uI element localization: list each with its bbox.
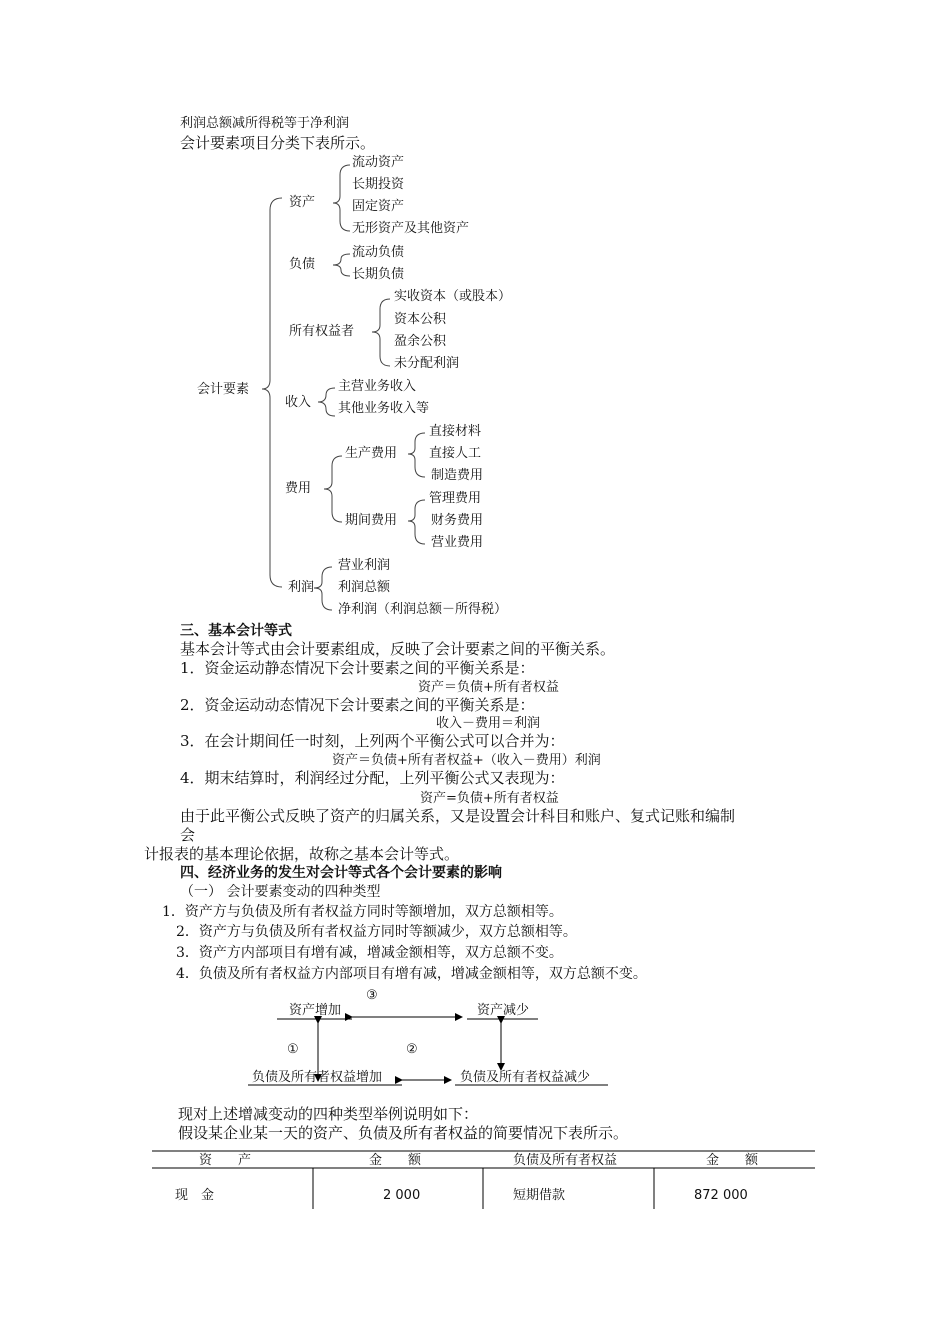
table-cell: 872 000 xyxy=(694,1188,748,1203)
tree-asset-item: 固定资产 xyxy=(352,199,405,214)
section-4-heading: 四、经济业务的发生对会计等式各个会计要素的影响 xyxy=(180,865,502,881)
table-header-assets: 资 产 xyxy=(199,1153,252,1168)
section-3-point-4: 4．期末结算时，利润经过分配，上列平衡公式又表现为： xyxy=(180,769,565,787)
tree-expense-period: 期间费用 xyxy=(345,513,398,528)
section-3-intro: 基本会计等式由会计要素组成，反映了会计要素之间的平衡关系。 xyxy=(180,640,616,658)
tree-equity-item: 实收资本（或股本） xyxy=(394,289,512,304)
table-cell: 2 000 xyxy=(383,1188,421,1203)
tree-equity-item: 盈余公积 xyxy=(394,334,447,349)
section-4-item-2: 2．资产方与负债及所有者权益方同时等额减少，双方总额相等。 xyxy=(176,924,577,940)
intro-line-2: 会计要素项目分类下表所示。 xyxy=(180,134,376,152)
tree-equity-item: 资本公积 xyxy=(394,312,447,327)
tree-expense: 费用 xyxy=(285,481,312,496)
tree-period-item: 财务费用 xyxy=(431,513,484,528)
tree-income-item: 其他业务收入等 xyxy=(338,401,430,416)
table-header-amount: 金 额 xyxy=(369,1153,422,1168)
closing-line-1: 现对上述增减变动的四种类型举例说明如下： xyxy=(178,1105,479,1123)
diagram-asset-decrease: 资产减少 xyxy=(477,1003,530,1018)
section-3-point-3: 3．在会计期间任一时刻，上列两个平衡公式可以合并为： xyxy=(180,732,565,750)
section-3-para-a: 由于此平衡公式反映了资产的归属关系，又是设置会计科目和账户、复式记账和编制 xyxy=(180,807,736,825)
section-4-item-3: 3．资产方内部项目有增有减，增减金额相等，双方总额不变。 xyxy=(176,945,563,961)
tree-asset-item: 无形资产及其他资产 xyxy=(352,221,470,236)
tree-asset: 资产 xyxy=(289,195,316,210)
tree-liability: 负债 xyxy=(289,257,316,272)
formula-1: 资产＝负债+所有者权益 xyxy=(418,680,559,695)
tree-period-item: 管理费用 xyxy=(429,491,482,506)
formula-4: 资产=负债+所有者权益 xyxy=(420,791,559,806)
intro-line-1: 利润总额减所得税等于净利润 xyxy=(180,116,350,131)
diagram-label-2: ② xyxy=(406,1042,418,1057)
tree-asset-item: 流动资产 xyxy=(352,155,405,170)
tree-period-item: 营业费用 xyxy=(431,535,484,550)
diagram-liability-decrease: 负债及所有者权益减少 xyxy=(460,1070,591,1085)
tree-profit-item: 净利润（利润总额－所得税） xyxy=(338,602,508,617)
tree-asset-item: 长期投资 xyxy=(352,177,405,192)
tree-income-item: 主营业务收入 xyxy=(338,379,417,394)
tree-expense-production: 生产费用 xyxy=(345,446,398,461)
diagram-liability-increase: 负债及所有者权益增加 xyxy=(252,1070,383,1085)
tree-production-item: 直接材料 xyxy=(429,424,482,439)
diagram-label-1: ① xyxy=(287,1042,299,1057)
tree-equity: 所有权益者 xyxy=(289,324,355,339)
diagram-asset-increase: 资产增加 xyxy=(289,1003,342,1018)
section-4-item-1: 1．资产方与负债及所有者权益方同时等额增加，双方总额相等。 xyxy=(162,904,563,920)
tree-profit-item: 营业利润 xyxy=(338,558,391,573)
formula-3: 资产＝负债+所有者权益+（收入－费用）利润 xyxy=(332,753,601,768)
tree-production-item: 制造费用 xyxy=(431,468,484,483)
tree-profit: 利润 xyxy=(288,580,315,595)
tree-equity-item: 未分配利润 xyxy=(394,356,460,371)
diagram-label-3: ③ xyxy=(366,988,378,1003)
section-3-point-2: 2．资金运动动态情况下会计要素之间的平衡关系是： xyxy=(180,696,535,714)
section-3-point-1: 1．资金运动静态情况下会计要素之间的平衡关系是： xyxy=(180,659,535,677)
tree-liability-item: 流动负债 xyxy=(352,245,405,260)
tree-profit-item: 利润总额 xyxy=(338,580,391,595)
section-4-subheading: （一） 会计要素变动的四种类型 xyxy=(180,884,381,900)
table-cell: 现 金 xyxy=(175,1188,215,1203)
tree-income: 收入 xyxy=(285,395,312,410)
section-3-para-c: 计报表的基本理论依据，故称之基本会计等式。 xyxy=(144,845,460,863)
closing-line-2: 假设某企业某一天的资产、负债及所有者权益的简要情况下表所示。 xyxy=(178,1124,629,1142)
formula-2: 收入－费用＝利润 xyxy=(436,716,541,731)
table-cell: 短期借款 xyxy=(513,1188,566,1203)
section-3-para-b: 会 xyxy=(180,826,196,844)
table-header-liabilities-equity: 负债及所有者权益 xyxy=(513,1153,618,1168)
section-4-item-4: 4．负债及所有者权益方内部项目有增有减，增减金额相等，双方总额不变。 xyxy=(176,966,647,982)
table-header-amount: 金 额 xyxy=(706,1153,759,1168)
tree-production-item: 直接人工 xyxy=(429,446,482,461)
tree-liability-item: 长期负债 xyxy=(352,267,405,282)
section-3-heading: 三、基本会计等式 xyxy=(180,623,292,639)
tree-root: 会计要素 xyxy=(197,382,250,397)
